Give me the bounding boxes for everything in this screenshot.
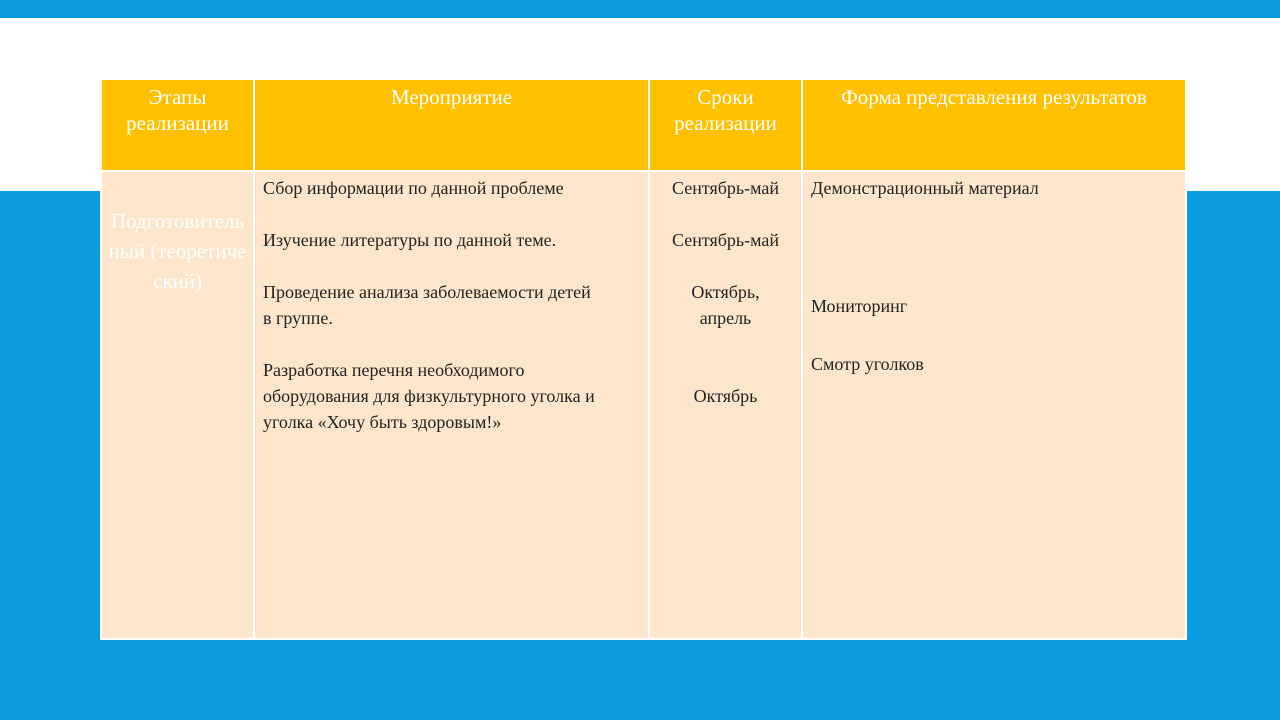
header-deadlines: Сроки реализации	[649, 79, 802, 171]
date-item: Сентябрь-май	[671, 230, 779, 250]
activity-item: Сбор информации по данной проблеме	[263, 178, 564, 198]
result-item: Смотр уголков	[811, 354, 924, 374]
header-activity: Мероприятие	[254, 79, 649, 171]
activity-item: Изучение литературы по данной теме.	[263, 230, 557, 250]
activity-item: Проведение анализа заболеваемости детей в группе.	[263, 282, 591, 328]
result-item: Демонстрационный материал	[811, 178, 1039, 198]
top-accent-strip	[0, 0, 1280, 18]
date-item: Сентябрь-май	[671, 178, 779, 198]
table-header-row	[101, 79, 1186, 171]
stage-cell: Подготовительный (теоретический)	[101, 171, 254, 639]
date-item: Октябрь	[693, 386, 758, 406]
header-stages: Этапы реализации	[101, 79, 254, 171]
results-cell	[802, 171, 1186, 639]
activity-cell	[254, 171, 649, 639]
activity-item: Разработка перечня необходимого оборудования для физкультурного уголка и уголка «Хочу быть здоровым!»	[263, 360, 595, 432]
table-row	[101, 171, 1186, 639]
dates-cell	[649, 171, 802, 639]
result-item: Мониторинг	[811, 296, 908, 316]
header-results-form: Форма представления результатов	[802, 79, 1186, 171]
plan-table-container	[100, 78, 1185, 640]
date-item: Октябрь, апрель	[691, 282, 760, 328]
implementation-plan-table	[100, 78, 1187, 640]
